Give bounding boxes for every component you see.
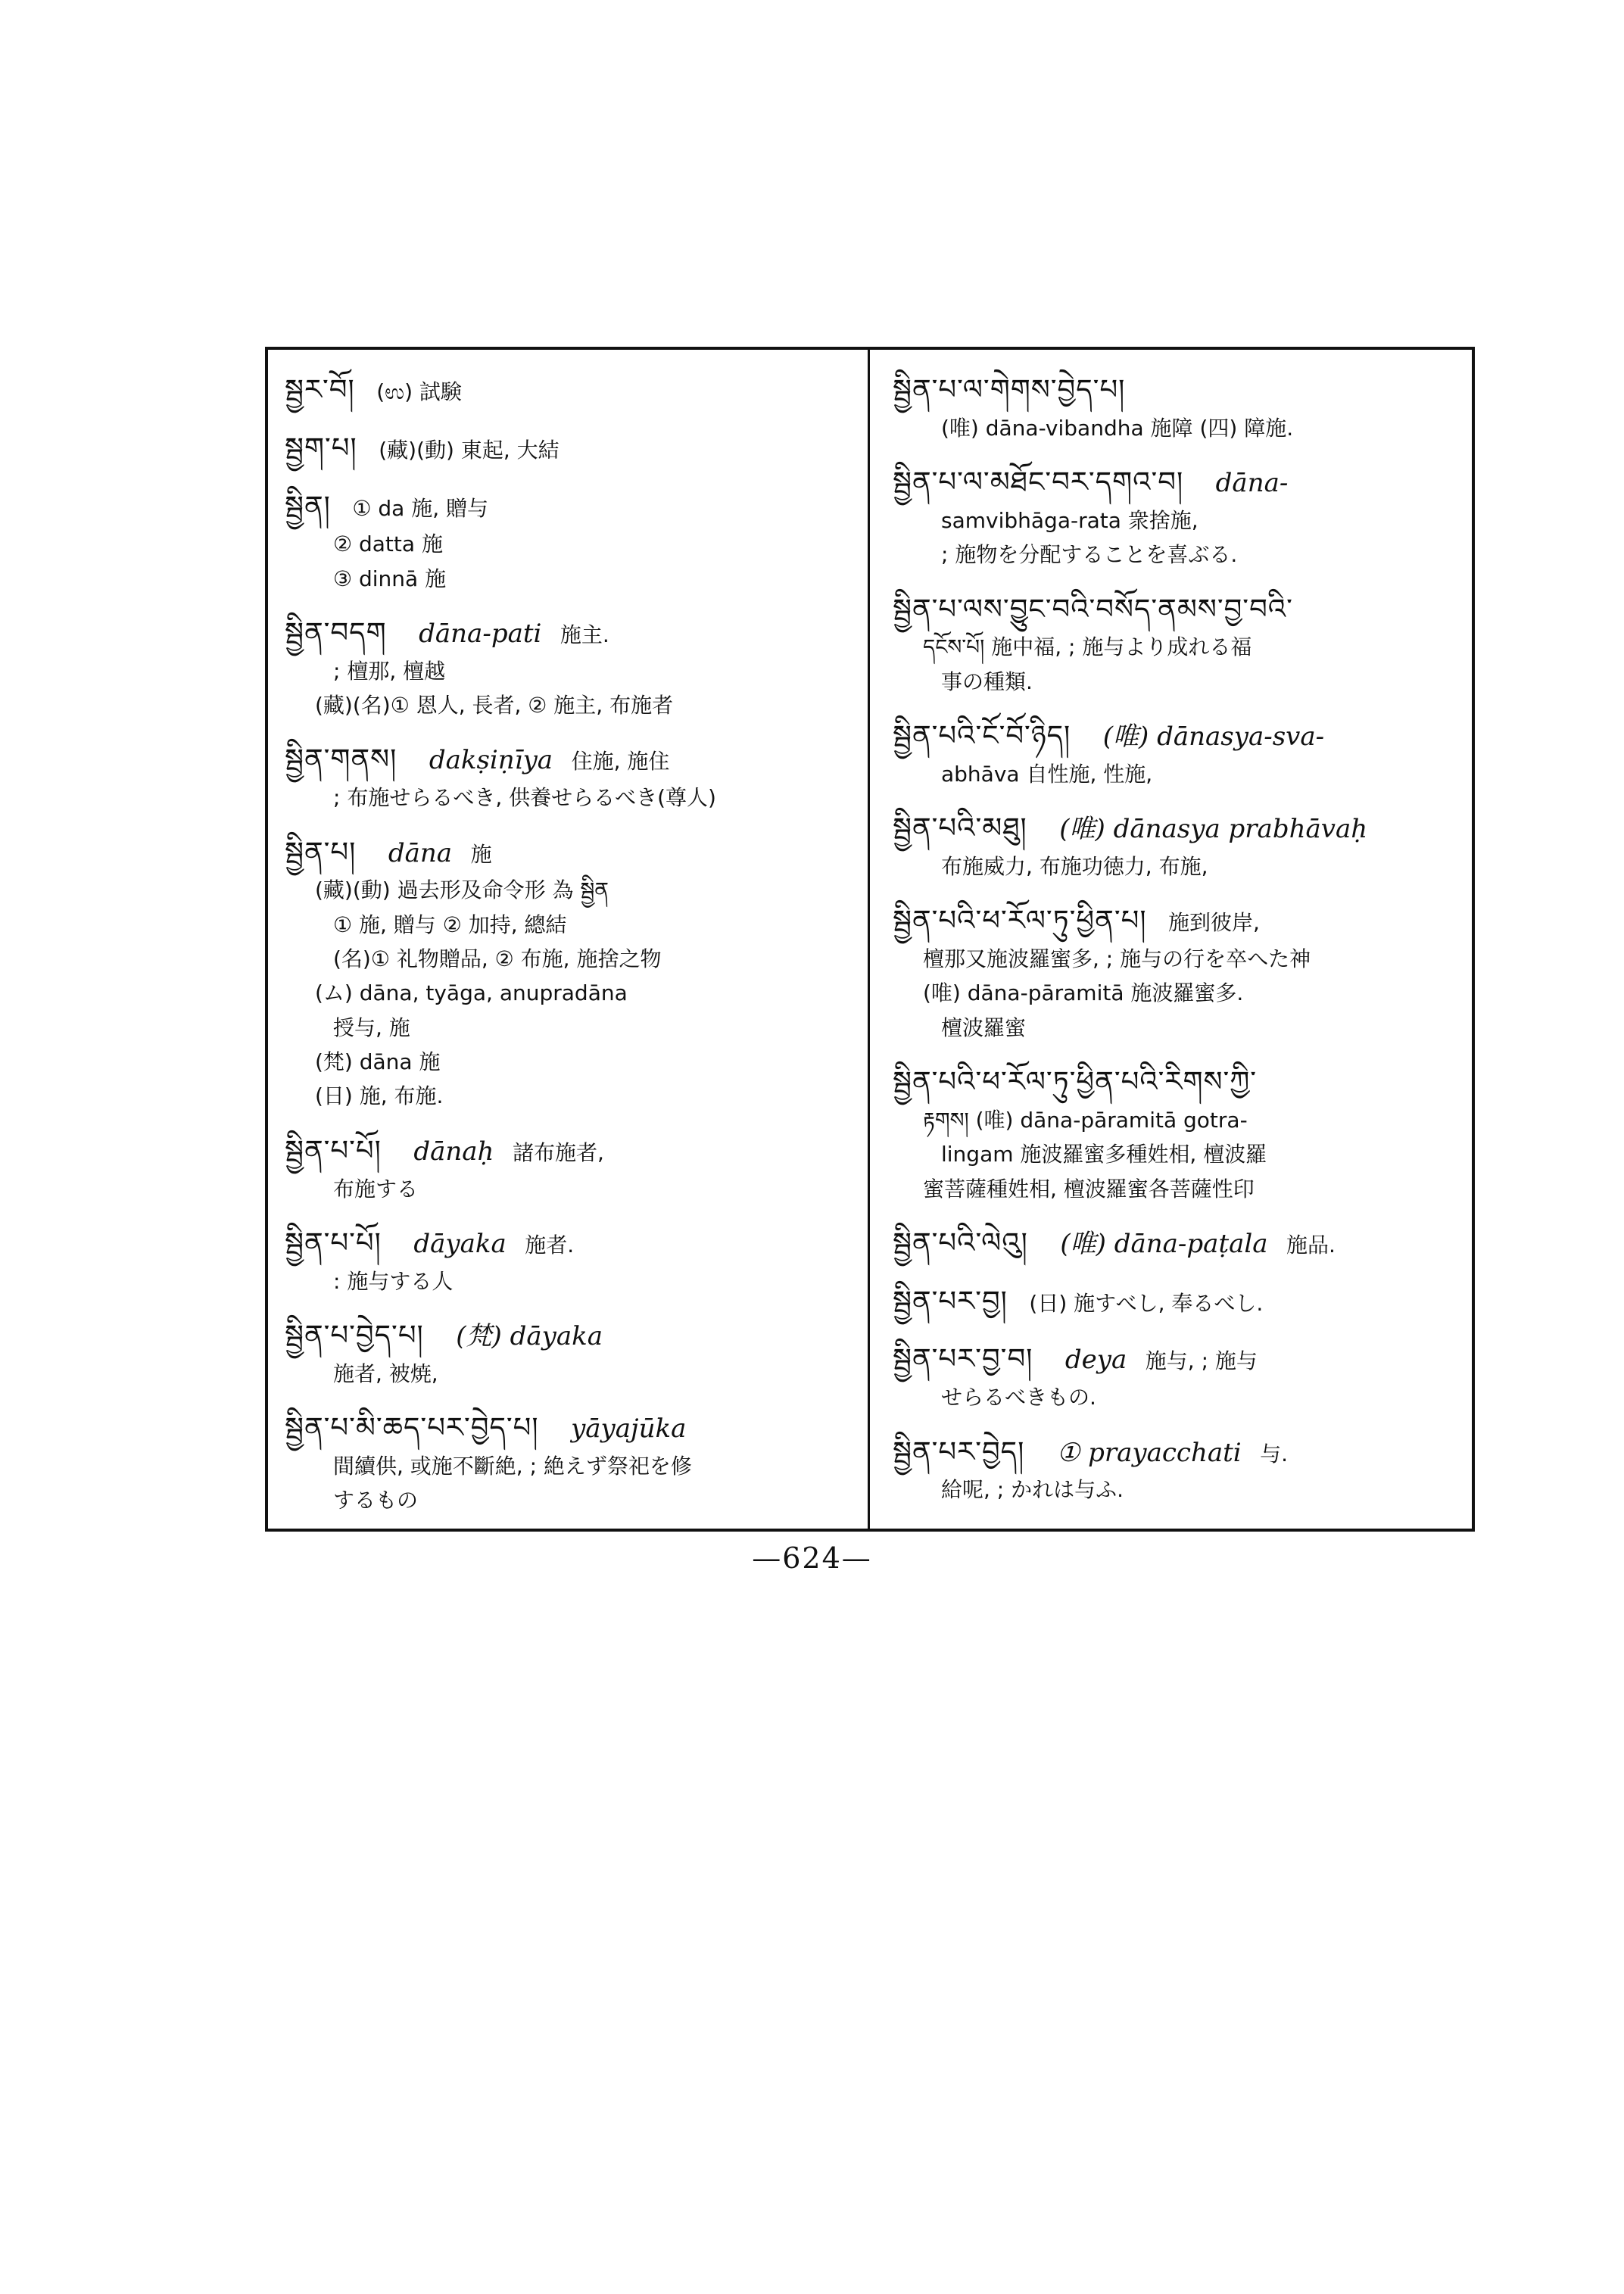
definition-line: 給呢, ; かれは与ふ. <box>941 1477 1124 1503</box>
definition-line: 布施威力, 布施功徳力, 布施, <box>941 853 1208 879</box>
dictionary-entry <box>893 462 1460 572</box>
dictionary-entry <box>285 612 856 722</box>
tibetan-headword: སྦྱག་པ། <box>285 431 357 464</box>
gloss: 施品. <box>1286 1232 1336 1258</box>
definition-line: するもの <box>333 1488 419 1513</box>
definition-line: (ム) dāna, tyāga, anupradāna <box>315 980 628 1006</box>
page-number: —624— <box>752 1541 872 1575</box>
dictionary-entry <box>893 1223 1460 1264</box>
dictionary-entry <box>285 428 856 469</box>
gloss: 施到彼岸, <box>1168 910 1260 936</box>
dictionary-entry <box>893 1281 1460 1323</box>
dictionary-entry <box>285 486 856 596</box>
sanskrit-term: deya <box>1064 1345 1127 1376</box>
gloss: 与. <box>1260 1441 1289 1466</box>
definition-line: : 施与する人 <box>333 1268 454 1294</box>
left-column <box>268 350 870 1529</box>
definition-line: ② datta 施 <box>333 531 443 557</box>
tibetan-headword: སྦྱིན་པར་བྱེད། <box>893 1435 1025 1468</box>
gloss: (ಉ) 試験 <box>376 379 462 404</box>
sanskrit-term: (唯) dānasya-sva- <box>1102 722 1325 753</box>
definition-line: ③ dinnā 施 <box>333 566 447 591</box>
tibetan-headword: སྦྱིན་པ་ལ་གེགས་བྱེད་པ། <box>893 373 1126 406</box>
gloss: 諸布施者, <box>512 1139 604 1165</box>
definition-line: ; 檀那, 檀越 <box>333 658 446 684</box>
dictionary-entry <box>893 1339 1460 1414</box>
tibetan-headword: སྦྱིན་པ་པོ། <box>285 1133 382 1167</box>
gloss: 施者. <box>525 1232 575 1258</box>
dictionary-entry <box>285 1130 856 1206</box>
tibetan-headword: སྦྱིན་པ་མི་ཆད་པར་བྱེད་པ། <box>285 1411 539 1445</box>
definition-line: 檀那又施波羅蜜多, ; 施与の行を卒へた神 <box>923 946 1311 972</box>
definition-line: 檀波羅蜜 <box>941 1015 1027 1040</box>
sanskrit-term: dāyaka <box>413 1228 507 1259</box>
tibetan-headword: སྦྱིན་པའི་ངོ་བོ་ཉིད། <box>893 719 1071 753</box>
tibetan-headword: སྦྱིན་པ་ལས་བྱུང་བའི་བསོད་ནམས་བྱ་བའི་ <box>893 592 1293 625</box>
tibetan-headword: སྦྱིན་པའི་ཕ་རོལ་ཏུ་ཕྱིན་པ། <box>893 904 1147 937</box>
definition-line: 施者, 被焼, <box>333 1361 438 1386</box>
definition-line: (藏)(名)① 恩人, 長者, ② 施主, 布施者 <box>315 693 674 718</box>
tibetan-headword: སྦྱིན་པ་པོ། <box>285 1226 382 1259</box>
sanskrit-term: (唯) dāna-paṭala <box>1060 1228 1268 1259</box>
tibetan-headword: སྦྱིན་བདག <box>285 616 387 649</box>
definition-line: དངོས་པོ། 施中福, ; 施与より成れる福 <box>923 634 1252 660</box>
sanskrit-term: dānaḥ <box>413 1136 494 1167</box>
gloss: 住施, 施住 <box>571 749 670 775</box>
dictionary-entry <box>893 808 1460 884</box>
sanskrit-term: dāna- <box>1215 468 1289 499</box>
dictionary-entry <box>893 715 1460 791</box>
definition-line: samvibhāga-rata 衆捨施, <box>941 507 1199 533</box>
definition-line: (梵) dāna 施 <box>315 1049 441 1075</box>
definition-line: རྟགས། (唯) dāna-pāramitā gotra- <box>923 1107 1248 1133</box>
dictionary-entry <box>893 589 1460 699</box>
tibetan-headword: སྦྱིན་པར་བྱ། <box>893 1284 1008 1317</box>
gloss: 施与, ; 施与 <box>1145 1348 1258 1374</box>
sanskrit-term: yāyajūka <box>571 1413 687 1445</box>
tibetan-headword: སྦྱིན། <box>285 489 331 522</box>
dictionary-entry <box>285 832 856 1114</box>
tibetan-headword: སྦྱིན་པར་བྱ་བ། <box>893 1342 1033 1376</box>
definition-line: 間續供, 或施不斷絶, ; 絶えず祭祀を修 <box>333 1453 692 1479</box>
sanskrit-term: dāna-pati <box>419 618 542 649</box>
definition-line: ; 布施せらるべき, 供養せらるべき(尊人) <box>333 785 716 811</box>
dictionary-page-frame <box>265 347 1475 1532</box>
dictionary-entry <box>893 1061 1460 1206</box>
gloss: 施 <box>470 841 492 867</box>
definition-line: 事の種類. <box>941 669 1033 694</box>
sanskrit-term: (梵) dāyaka <box>456 1321 603 1352</box>
dictionary-entry <box>285 1223 856 1298</box>
definition-line: (藏)(動) 過去形及命令形 為 སྦྱིན <box>315 877 609 903</box>
definition-line: 授与, 施 <box>333 1015 410 1040</box>
definition-line: (唯) dāna-pāramitā 施波羅蜜多. <box>923 980 1244 1006</box>
right-column <box>870 350 1472 1529</box>
dictionary-entry <box>285 1315 856 1391</box>
definition-line: (名)① 礼物贈品, ② 布施, 施捨之物 <box>333 946 662 972</box>
definition-line: せらるべきもの. <box>941 1385 1096 1410</box>
definition-line: 蜜菩薩種姓相, 檀波羅蜜各菩薩性印 <box>923 1176 1255 1202</box>
dictionary-entry <box>285 369 856 411</box>
dictionary-entry <box>893 1432 1460 1507</box>
sanskrit-term: dakṣiṇīya <box>429 745 553 776</box>
gloss: (日) 施すべし, 奉るべし. <box>1029 1290 1264 1316</box>
tibetan-headword: སྦྱིན་པའི་ལེའུ། <box>893 1226 1028 1259</box>
dictionary-entry <box>893 369 1460 445</box>
sanskrit-term: ① prayacchati <box>1056 1437 1242 1468</box>
definition-line: (日) 施, 布施. <box>315 1083 444 1109</box>
definition-line: ; 施物を分配することを喜ぶる. <box>941 542 1238 568</box>
tibetan-headword: སྦྱིན་པ་བྱེད་པ། <box>285 1319 424 1352</box>
sanskrit-term: dāna <box>388 837 453 868</box>
dictionary-entry <box>285 739 856 815</box>
tibetan-headword: སྦྱིན་པ། <box>285 835 357 868</box>
tibetan-headword: སྦྱིན་པ་ལ་མཐོང་བར་དགའ་བ། <box>893 466 1184 499</box>
tibetan-headword: སྦྱིན་པའི་ཕ་རོལ་ཏུ་ཕྱིན་པའི་རིགས་ཀྱི་ <box>893 1065 1258 1099</box>
gloss: 施主. <box>560 622 609 647</box>
definition-line: (唯) dāna-vibandha 施障 (四) 障施. <box>941 415 1294 441</box>
gloss: ① da 施, 贈与 <box>352 495 489 521</box>
tibetan-headword: སྦྱར་བོ། <box>285 373 355 406</box>
sanskrit-term: (唯) dānasya prabhāvaḥ <box>1059 814 1368 845</box>
tibetan-headword: སྦྱིན་གནས། <box>285 743 397 776</box>
definition-line: 布施する <box>333 1176 419 1202</box>
dictionary-entry <box>893 900 1460 1045</box>
tibetan-headword: སྦྱིན་པའི་མཐུ། <box>893 812 1027 845</box>
definition-line: abhāva 自性施, 性施, <box>941 761 1153 787</box>
definition-line: ① 施, 贈与 ② 加持, 總結 <box>333 912 567 937</box>
definition-line: lingam 施波羅蜜多種姓相, 檀波羅 <box>941 1142 1267 1167</box>
gloss: (藏)(動) 東起, 大結 <box>379 437 560 463</box>
dictionary-entry <box>285 1407 856 1517</box>
